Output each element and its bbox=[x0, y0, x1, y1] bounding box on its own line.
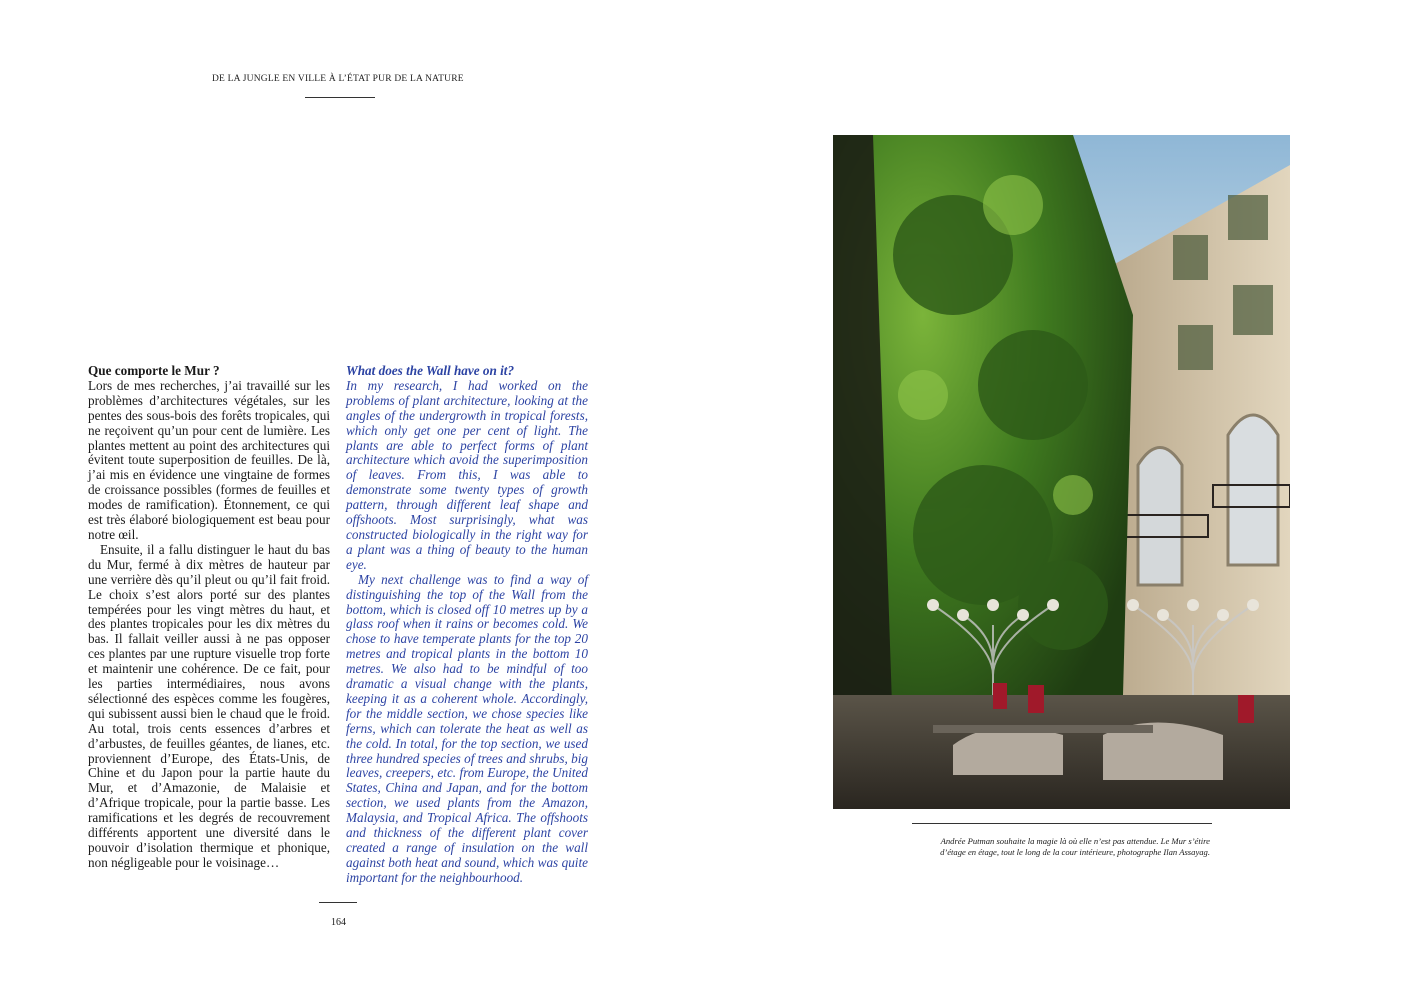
running-head: DE LA JUNGLE EN VILLE À L’ÉTAT PUR DE LA NATURE bbox=[212, 74, 464, 84]
header-rule bbox=[305, 97, 375, 98]
french-question: Que comporte le Mur ? bbox=[88, 363, 220, 378]
english-question: What does the Wall have on it? bbox=[346, 363, 515, 378]
english-column bbox=[346, 364, 588, 886]
english-paragraph-1: In my research, I had worked on the problems of plant architecture, looking at the angles of the undergrowth in tropical forests, which only get one per cent of light. The plants are able to perfect forms of plant architecture which avoid the superimposition of leaves. From this, I was able to demonstrate some twenty types of growth pattern, through different leaf shape and offshoots. Most surprisingly, what was constructed biologically in the right way for a plant was a thing of beauty to the human eye. bbox=[346, 377, 588, 572]
french-paragraph-1: Lors de mes recherches, j’ai travaillé sur les problèmes d’architectures végétales, sur les pentes des sous-bois des forêts tropicales, qui ne reçoivent qu’un pour cent de lumière. Les plantes mettent au point des architectures qui évitent toute superposition de feuilles. De là, j’ai mis en évidence une vingtaine de formes de croissance possibles (formes de feuilles et modes de ramification). Étonnement, ce qui est très élaboré biologiquement est beau pour notre œil. bbox=[88, 377, 330, 542]
caption-line-2: d’étage en étage, tout le long de la cour intérieure, photographe Ilan Assayag. bbox=[940, 847, 1210, 857]
french-column bbox=[88, 364, 330, 871]
english-paragraph-2: My next challenge was to find a way of distinguishing the top of the Wall from the bottom, which is closed off 10 metres up by a glass roof when it rains or becomes cold. We chose to have temperate plants for the top 20 metres and tropical plants in the bottom 10 metres. We also had to be mindful of too dramatic a visual change with the plants, keeping it as a coherent whole. Accordingly, for the middle section, we chose species like ferns, which can tolerate the heat as well as the cold. In total, for the top section, we used three hundred species of trees and shrubs, big leaves, creepers, etc. from Europe, the United States, China and Japan, and for the bottom section, we used plants from the Amazon, Malaysia, and Tropical Africa. The offshoots and thickness of the different plant cover created a range of insulation on the wall against both heat and sound, which was quite important for the neighbourhood. bbox=[346, 571, 588, 885]
french-paragraph-2: Ensuite, il a fallu distinguer le haut du bas du Mur, fermé à dix mètres de hauteur par une verrière dès qu’il pleut ou qu’il fait froid. Le choix s’est alors porté sur des plantes tempérées pour les vingt mètres du haut, et des plantes tropicales pour les dix mètres du bas. Il fallait veiller aussi à ne pas opposer ces plantes par une rupture visuelle trop forte et maintenir une cohérence. De ce fait, pour les parties intermédiaires, nous avons sélectionné des espèces comme les fougères, qui subissent aussi bien le chaud que le froid. Au total, trois cents essences d’arbres et d’arbustes, de feuilles géantes, de lianes, etc. proviennent d’Europe, des États-Unis, de Chine et du Japon pour la partie haute du Mur, et d’Amazonie, de Malaisie et d’Afrique tropicale, pour la partie basse. Les ramifications et les degrés de recouvrement différents apportent une diversité dans le pouvoir d’isolation thermique et phonique, non négligeable pour le voisinage… bbox=[88, 541, 330, 870]
footer-rule bbox=[319, 902, 357, 903]
caption-line-1: Andrée Putman souhaite la magie là où elle n’est pas attendue. Le Mur s’étire bbox=[940, 836, 1210, 846]
photo-caption bbox=[880, 836, 1210, 858]
courtyard-photo bbox=[833, 135, 1290, 809]
caption-rule bbox=[912, 823, 1212, 824]
page-number: 164 bbox=[331, 917, 346, 928]
